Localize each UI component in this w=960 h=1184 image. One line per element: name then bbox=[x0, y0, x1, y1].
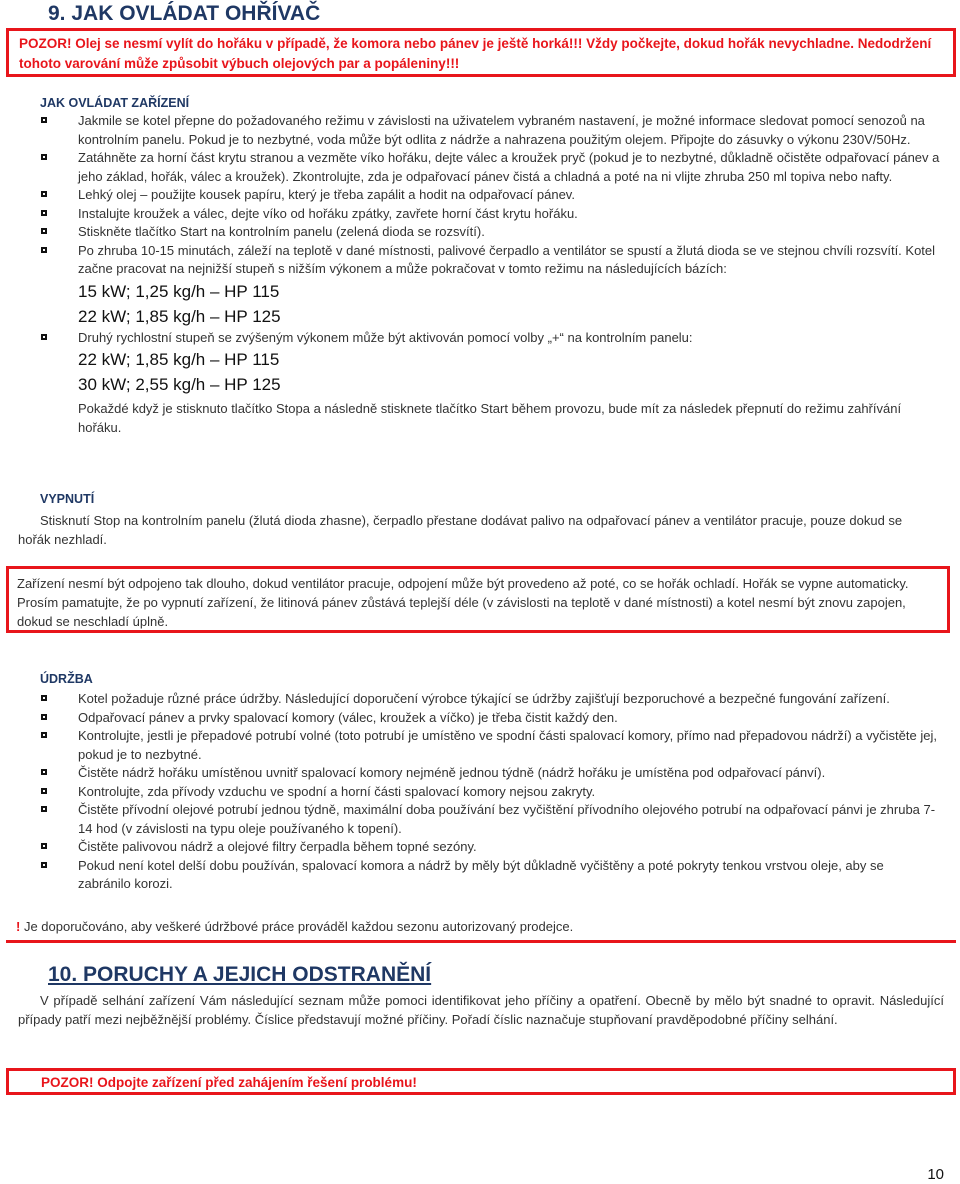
list-item: Kotel požaduje různé práce údržby. Následující doporučení výrobce týkající se údržby zajišťují bezporuchové a bezpečné fungování zařízení. bbox=[40, 690, 940, 709]
disconnect-warning-text: Zařízení nesmí být odpojeno tak dlouho, dokud ventilátor pracuje, odpojení může být provedeno až poté, co se hořák ochladí. Hořák se vypne automaticky. Prosím pamatujte, že po vypnutí zařízení, že litinová pánev zůstává teplejší déle (v závislosti na teplotě v dané místnosti) a kotel nesmí být znovu zapojen, dokud se neschladí úplně. bbox=[17, 576, 909, 629]
list-item: Po zhruba 10-15 minutách, záleží na teplotě v dané místnosti, palivové čerpadlo a ventilátor se spustí a žlutá dioda se ve stejnou chvíli rozsvítí. Kotel začne pracovat na nejnižší stupeň s nižším výkonem a může pokračovat v tomto režimu na následujících bázích: 15 kW; 1,25 kg/h – HP 115 22 kW; 1,85 kg/h – HP 125 bbox=[40, 242, 940, 329]
bullet-icon bbox=[41, 714, 47, 720]
power-formula: 22 kW; 1,85 kg/h – HP 125 bbox=[78, 306, 281, 326]
list-item: Lehký olej – použijte kousek papíru, který je třeba zapálit a hodit na odpařovací pánev. bbox=[40, 186, 940, 205]
restart-note: Pokaždé když je stisknuto tlačítko Stopa a následně stisknete tlačítko Start během provozu, bude mít za následek přepnutí do režimu zahřívání hořáku. bbox=[78, 401, 902, 435]
bullet-icon bbox=[41, 732, 47, 738]
hot-oil-warning-box bbox=[6, 28, 956, 77]
bullet-icon bbox=[41, 154, 47, 160]
list-item: Čistěte přívodní olejové potrubí jednou týdně, maximální doba používání bez vyčištění přívodního olejového potrubí na odpařovací pánvi je zhruba 7-14 hod (v závislosti na typu oleje používaného k topení). bbox=[40, 801, 940, 838]
bullet-icon bbox=[41, 228, 47, 234]
hot-oil-warning-text: POZOR! Olej se nesmí vylít do hořáku v případě, že komora nebo pánev je ještě horká!!! Vždy počkejte, dokud hořák nevychladne. Nedodržení tohoto varování může způsobit výbuch olejových par a popáleniny!!! bbox=[19, 36, 932, 71]
recommendation-text: Je doporučováno, aby veškeré údržbové práce prováděl každou sezonu autorizovaný prodejce. bbox=[20, 919, 574, 934]
list-item: Kontrolujte, jestli je přepadové potrubí volné (toto potrubí je umístěno ve spodní části spalovací komory, přímo nad přepadovou nádrží) a vyčistěte jej, pokud je to nezbytné. bbox=[40, 727, 940, 764]
operation-steps-list bbox=[40, 112, 940, 437]
list-item: Instalujte kroužek a válec, dejte víko od hořáku zpátky, zavřete horní část krytu hořáku. bbox=[40, 205, 940, 224]
power-formula: 22 kW; 1,85 kg/h – HP 115 bbox=[78, 350, 280, 369]
bullet-icon bbox=[41, 806, 47, 812]
dealer-recommendation bbox=[6, 914, 956, 943]
list-item: Odpařovací pánev a prvky spalovací komory (válec, kroužek a víčko) je třeba čistit každý den. bbox=[40, 709, 940, 728]
bullet-icon bbox=[41, 191, 47, 197]
maintenance-list bbox=[40, 690, 940, 894]
shutdown-heading: VYPNUTÍ bbox=[40, 492, 95, 506]
section-10-title: 10. PORUCHY A JEJICH ODSTRANĚNÍ bbox=[48, 963, 432, 986]
list-item: Čistěte nádrž hořáku umístěnou uvnitř spalovací komory nejméně jednou týdně (nádrž hořáku je umístěna pod odpařovací pánví). bbox=[40, 764, 940, 783]
list-item: Zatáhněte za horní část krytu stranou a vezměte víko hořáku, dejte válec a kroužek pryč (pokud je to nezbytné, důkladně očistěte odpařovací pánev a jeho základ, hořák, válec a kroužek). Zkontrolujte, zda je odpařovací pánev čistá a chladná a poté na ni vlijte zhruba 250 ml topiva nebo nafty. bbox=[40, 149, 940, 186]
list-item: Jakmile se kotel přepne do požadovaného režimu v závislosti na uživatelem vybraném nastavení, je možné informace sledovat pomocí senozoů na kontrolním panelu. Pokud je to nezbytné, voda může být odlita z nádrže a nahrazena použitým olejem. Připojte do zásuvky o výkonu 230V/50Hz. bbox=[40, 112, 940, 149]
bullet-icon bbox=[41, 843, 47, 849]
disconnect-warning-box bbox=[6, 566, 950, 633]
list-item: Pokud není kotel delší dobu používán, spalovací komora a nádrž by měly být důkladně vyčištěny a poté pokryty tenkou vrstvou oleje, aby se zabránilo korozi. bbox=[40, 857, 940, 894]
bullet-icon bbox=[41, 769, 47, 775]
shutdown-text: Stisknutí Stop na kontrolním panelu (žlutá dioda zhasne), čerpadlo přestane dodávat palivo na odpařovací pánev a ventilátor pracuje, pouze dokud se hořák nezhladí. bbox=[18, 513, 903, 547]
operation-heading: JAK OVLÁDAT ZAŘÍZENÍ bbox=[40, 96, 190, 110]
list-item: Stiskněte tlačítko Start na kontrolním panelu (zelená dioda se rozsvítí). bbox=[40, 223, 940, 242]
bullet-icon bbox=[41, 695, 47, 701]
section-9-title: 9. JAK OVLÁDAT OHŘÍVAČ bbox=[48, 2, 321, 25]
list-item: Kontrolujte, zda přívody vzduchu ve spodní a horní části spalovací komory nejsou zakryty. bbox=[40, 783, 940, 802]
bullet-icon bbox=[41, 334, 47, 340]
list-item: Druhý rychlostní stupeň se zvýšeným výkonem může být aktivován pomocí volby „+“ na kontrolním panelu: 22 kW; 1,85 kg/h – HP 115 30 kW; 2,55 kg/h – HP 125 Pokaždé když je stisknuto tlačítko Stopa a následně stisknete tlačítko Start během provozu, bude mít za následek přepnutí do režimu zahřívání hořáku. bbox=[40, 329, 940, 438]
bullet-icon bbox=[41, 247, 47, 253]
bullet-icon bbox=[41, 788, 47, 794]
disconnect-before-repair-box bbox=[6, 1068, 956, 1095]
exclamation-icon: ! bbox=[16, 919, 21, 934]
bullet-icon bbox=[41, 210, 47, 216]
page-number: 10 bbox=[927, 1166, 944, 1183]
bullet-icon bbox=[41, 117, 47, 123]
maintenance-heading: ÚDRŽBA bbox=[40, 672, 93, 686]
disconnect-before-repair-text: POZOR! Odpojte zařízení před zahájením řešení problému! bbox=[41, 1075, 417, 1090]
list-item: Čistěte palivovou nádrž a olejové filtry čerpadla během topné sezóny. bbox=[40, 838, 940, 857]
power-formula: 30 kW; 2,55 kg/h – HP 125 bbox=[78, 375, 281, 394]
power-formula: 15 kW; 1,25 kg/h – HP 115 bbox=[78, 281, 280, 301]
faults-intro: V případě selhání zařízení Vám následující seznam může pomoci identifikovat jeho příčiny a opatření. Obecně by mělo být snadné to opravit. Následující případy patří mezi nejběžnější problémy. Číslice představují možné příčiny. Pořadí číslic naznačuje stupňovaní pravděpodobné příčiny selhání. bbox=[18, 993, 944, 1027]
bullet-icon bbox=[41, 862, 47, 868]
